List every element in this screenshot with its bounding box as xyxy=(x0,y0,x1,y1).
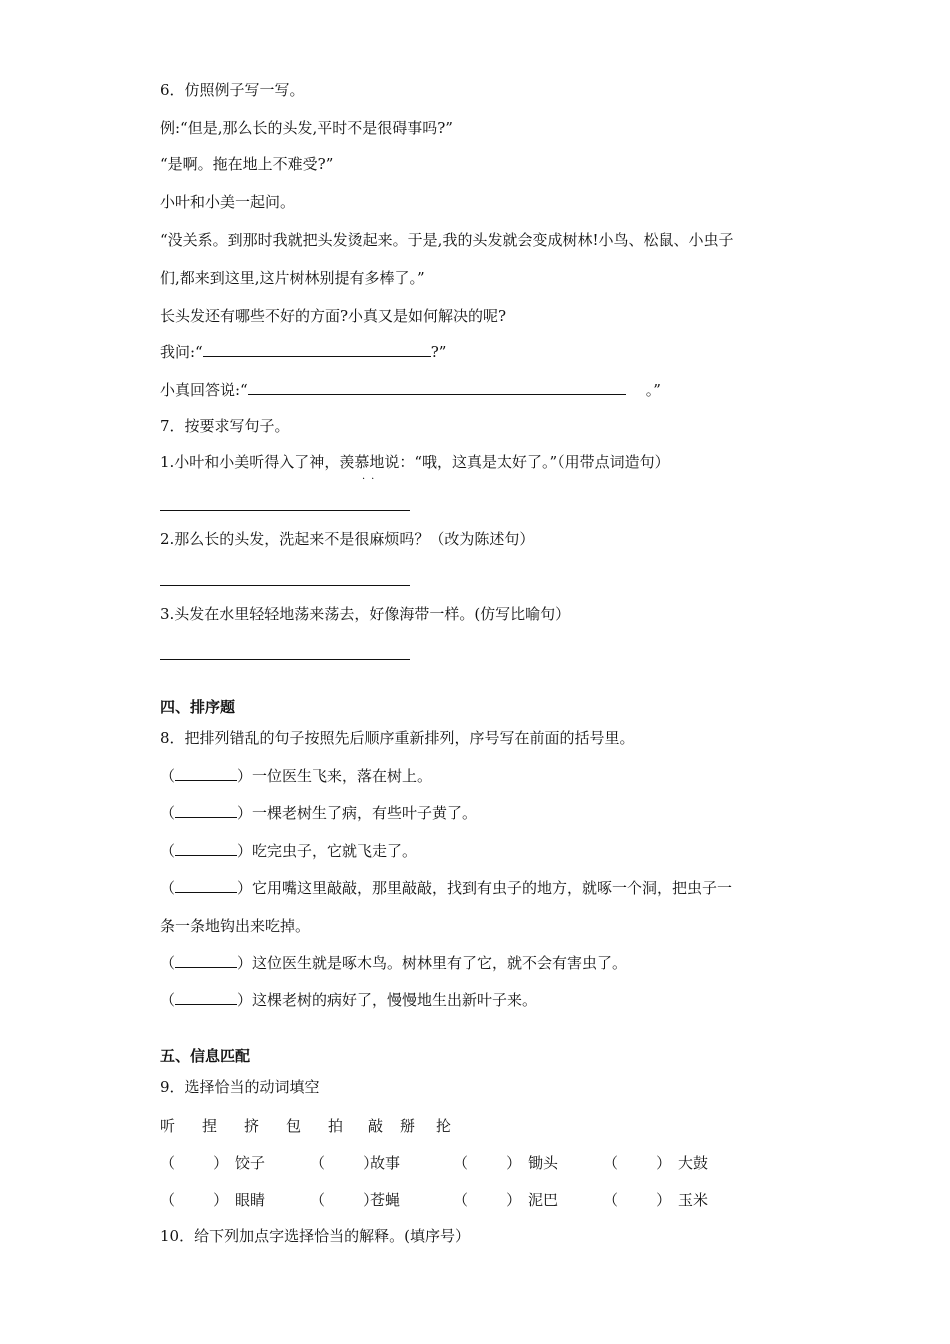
order-item xyxy=(160,953,627,973)
noun: 大鼓 xyxy=(678,1154,709,1172)
order-text: 吃完虫子，它就飞走了。 xyxy=(252,842,418,860)
verb-bank xyxy=(160,1115,480,1135)
verb-blank[interactable]: （ ） xyxy=(453,1191,522,1209)
order-item xyxy=(160,841,417,861)
noun: 故事 xyxy=(370,1154,401,1172)
noun: 玉米 xyxy=(678,1191,709,1209)
fill-row-2 xyxy=(160,1189,760,1209)
order-item xyxy=(160,878,732,898)
answer-blank[interactable] xyxy=(248,380,626,395)
answer-line-1[interactable] xyxy=(160,510,410,511)
verb: 抡 xyxy=(436,1117,452,1135)
q6-title: 6．仿照例子写一写。 xyxy=(160,81,305,99)
noun: 眼睛 xyxy=(235,1191,266,1209)
q7-sentence-3: 3.头发在水里轻轻地荡来荡去，好像海带一样。(仿写比喻句） xyxy=(160,605,571,623)
verb: 掰 xyxy=(400,1117,416,1135)
q6-line: 长头发还有哪些不好的方面?小真又是如何解决的呢? xyxy=(160,307,507,325)
noun: 锄头 xyxy=(528,1154,559,1172)
q7-sentence-1: 1.小叶和小美听得入了神，羡慕地说：“哦，这真是太好了。”（用带点词造句） xyxy=(160,453,670,471)
verb: 包 xyxy=(286,1117,302,1135)
verb: 挤 xyxy=(244,1117,260,1135)
q9-title: 9．选择恰当的动词填空 xyxy=(160,1078,320,1096)
q8-title: 8．把排列错乱的句子按照先后顺序重新排列，序号写在前面的括号里。 xyxy=(160,729,635,747)
noun: 饺子 xyxy=(235,1154,266,1172)
q6-line: 们,都来到这里,这片树林别提有多棒了。” xyxy=(160,269,425,287)
q6-answer-line xyxy=(160,380,661,400)
answer-line-2[interactable] xyxy=(160,585,410,586)
order-item xyxy=(160,803,477,823)
q6-ask-line xyxy=(160,342,446,362)
verb: 听 xyxy=(160,1117,176,1135)
verb-blank[interactable]: （ ） xyxy=(310,1154,379,1172)
order-blank[interactable]: （ ） xyxy=(160,767,253,785)
order-blank[interactable]: （ ） xyxy=(160,842,253,860)
verb: 拍 xyxy=(328,1117,344,1135)
verb-blank[interactable]: （ ） xyxy=(603,1191,672,1209)
answer-suffix: 。” xyxy=(645,381,661,399)
q7-title: 7．按要求写句子。 xyxy=(160,417,290,435)
order-blank[interactable]: （ ） xyxy=(160,991,253,1009)
ask-prefix: 我问:“ xyxy=(160,343,203,361)
order-text: 一棵老树生了病，有些叶子黄了。 xyxy=(252,804,478,822)
verb-blank[interactable]: （ ） xyxy=(160,1191,229,1209)
q7-sentence-2: 2.那么长的头发，洗起来不是很麻烦吗？（改为陈述句） xyxy=(160,530,535,548)
verb-blank[interactable]: （ ） xyxy=(310,1191,379,1209)
order-blank[interactable]: （ ） xyxy=(160,804,253,822)
emphasis-dots: ·· xyxy=(362,474,381,485)
verb-blank[interactable]: （ ） xyxy=(160,1154,229,1172)
q6-example: 例:“但是,那么长的头发,平时不是很碍事吗?” xyxy=(160,119,453,137)
fill-row-1 xyxy=(160,1152,760,1172)
order-item-continued: 条一条地钩出来吃掉。 xyxy=(160,917,311,935)
q6-line: “没关系。到那时我就把头发烫起来。于是,我的头发就会变成树林!小鸟、松鼠、小虫子 xyxy=(160,231,734,249)
order-text: 它用嘴这里敲敲，那里敲敲，找到有虫子的地方，就啄一个洞，把虫子一 xyxy=(252,879,733,897)
ask-answer-blank[interactable] xyxy=(203,342,431,357)
ask-suffix: ?” xyxy=(430,343,447,361)
answer-line-3[interactable] xyxy=(160,659,410,660)
section-heading: 四、排序题 xyxy=(160,698,236,716)
verb: 敲 xyxy=(368,1117,384,1135)
order-item xyxy=(160,766,432,786)
section-heading: 五、信息匹配 xyxy=(160,1047,251,1065)
noun: 苍蝇 xyxy=(370,1191,401,1209)
order-text: 这位医生就是啄木鸟。树林里有了它，就不会有害虫了。 xyxy=(252,954,628,972)
verb: 捏 xyxy=(202,1117,218,1135)
verb-blank[interactable]: （ ） xyxy=(453,1154,522,1172)
q10-title: 10．给下列加点字选择恰当的解释。(填序号） xyxy=(160,1227,470,1245)
q6-line: “是啊。拖在地上不难受?” xyxy=(160,155,334,173)
order-item xyxy=(160,990,537,1010)
q6-line: 小叶和小美一起问。 xyxy=(160,193,296,211)
verb-blank[interactable]: （ ） xyxy=(603,1154,672,1172)
answer-prefix: 小真回答说:“ xyxy=(160,381,248,399)
order-blank[interactable]: （ ） xyxy=(160,954,253,972)
order-blank[interactable]: （ ） xyxy=(160,879,253,897)
noun: 泥巴 xyxy=(528,1191,559,1209)
order-text: 一位医生飞来，落在树上。 xyxy=(252,767,433,785)
order-text: 这棵老树的病好了，慢慢地生出新叶子来。 xyxy=(252,991,538,1009)
